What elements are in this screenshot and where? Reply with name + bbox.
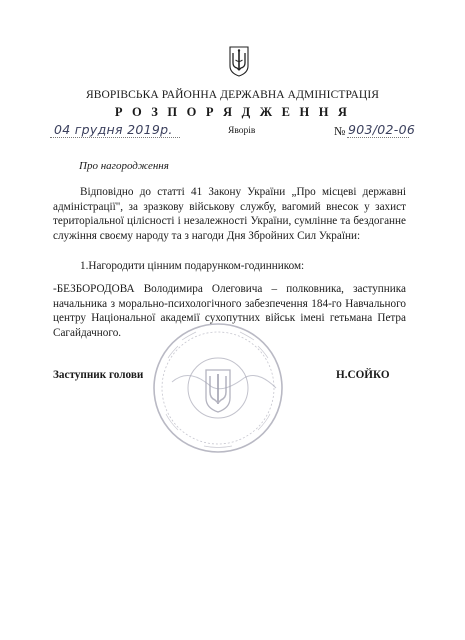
number-underline [347,137,409,138]
document-subject: Про нагородження [79,160,169,172]
document-type-title: Р О З П О Р Я Д Ж Е Н Н Я [114,105,351,119]
number-sign: № [334,124,346,138]
document-place: Яворів [228,126,256,136]
official-seal-stamp-icon [148,318,288,458]
organization-name: ЯВОРІВСЬКА РАЙОННА ДЕРЖАВНА АДМІНІСТРАЦІЯ [85,89,380,101]
awardee-paragraph: -БЕЗБОРОДОВА Володимира Олеговича – полковника, заступника начальника з морально-психологічного забезпечення 184-го Навчального центру Національної академії сухопутних військ імені гетьмана Петра Сагайдачного. [53,283,406,339]
intro-paragraph: Відповідно до статті 41 Закону України „Про місцеві державні адміністрації", за зразкову військову службу, вагомий внесок у захист територіальної цілісності і незалежності України, сумлінне та бездоганне служіння своєму народу та з нагоди Дня Збройних Сил України: [53,186,406,242]
document-date: 04 грудня 2019р. [54,122,173,137]
signature-position: Заступник голови [53,369,144,381]
signature-name: Н.СОЙКО [336,369,390,381]
date-underline [50,137,180,138]
document-number: 903/02-06 [348,122,416,137]
coat-of-arms-trident-icon [229,46,249,77]
order-item-1: 1.Нагородити цінним подарунком-годинником: [80,260,305,272]
